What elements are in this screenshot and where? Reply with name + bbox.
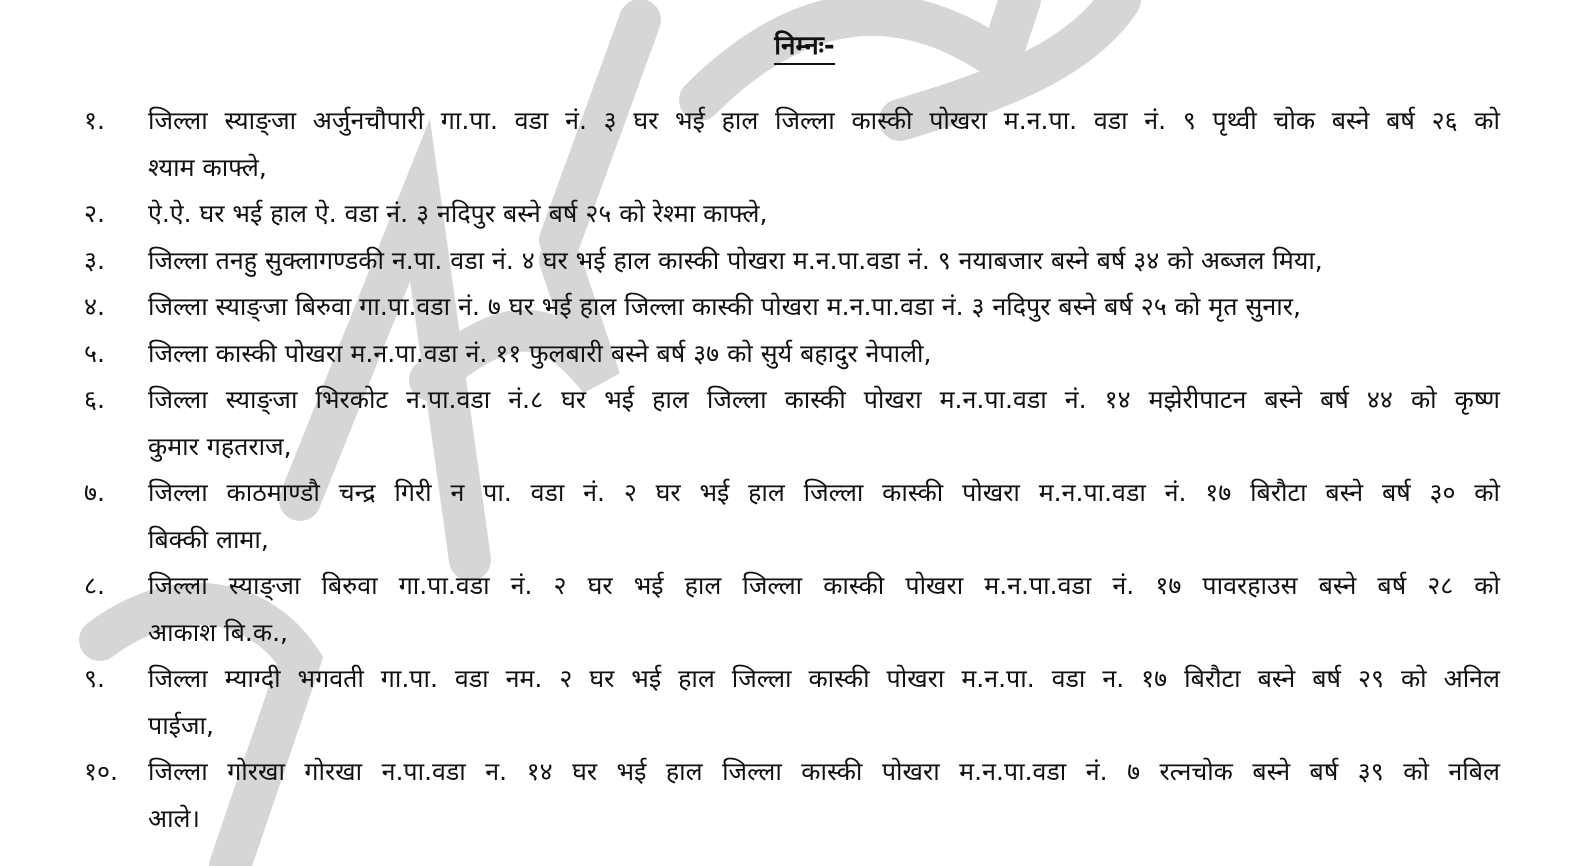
list-item	[84, 749, 1500, 842]
item-number: ५.	[84, 338, 105, 368]
item-text-line: आकाश बि.क.,	[148, 617, 288, 647]
list-item	[84, 284, 1500, 331]
item-text	[148, 656, 1500, 749]
item-text-line: जिल्ला स्याङ्जा बिरुवा गा.पा.वडा नं. ७ घर भई हाल जिल्ला कास्की पोखरा म.न.पा.वडा नं. ३ नदिपुर बस्ने बर्ष २५ को मृत सुनार,	[148, 292, 1301, 321]
item-text-line: ऐ.ऐ. घर भई हाल ऐ. वडा नं. ३ नदिपुर बस्ने बर्ष २५ को रेश्मा काफ्ले,	[148, 199, 768, 228]
list-item	[84, 377, 1500, 470]
item-text	[148, 191, 1500, 238]
list-item	[84, 98, 1500, 191]
item-text	[148, 238, 1500, 285]
item-text-line: जिल्ला तनहु सुक्लागण्डकी न.पा. वडा नं. ४ घर भई हाल कास्की पोखरा म.न.पा.वडा नं. ९ नयाबजार बस्ने बर्ष ३४ को अब्जल मिया,	[148, 245, 1323, 275]
item-text-line: कुमार गहतराज,	[148, 431, 292, 461]
item-text-line: जिल्ला कास्की पोखरा म.न.पा.वडा नं. ११ फुलबारी बस्ने बर्ष ३७ को सुर्य बहादुर नेपाली,	[148, 338, 932, 368]
item-text	[148, 377, 1500, 470]
item-text	[148, 98, 1500, 191]
person-list	[84, 98, 1500, 842]
list-item	[84, 191, 1500, 238]
list-item	[84, 238, 1500, 285]
item-text	[148, 749, 1500, 842]
item-number: ६.	[84, 385, 105, 414]
item-text	[148, 331, 1500, 378]
list-item	[84, 470, 1500, 563]
list-item	[84, 331, 1500, 378]
item-number: ८.	[84, 571, 105, 600]
item-number: ४.	[84, 292, 105, 321]
item-number: १०.	[84, 757, 118, 786]
item-text-line: श्याम काफ्ले,	[148, 152, 267, 182]
list-item	[84, 563, 1500, 656]
item-text	[148, 563, 1500, 656]
item-text-line: जिल्ला स्याङ्जा अर्जुनचौपारी गा.पा. वडा नं. ३ घर भई हाल जिल्ला कास्की पोखरा म.न.पा. वडा नं. ९ पृथ्वी चोक बस्ने बर्ष २६ को	[148, 106, 1500, 135]
item-text-line: जिल्ला स्याङ्जा भिरकोट न.पा.वडा नं.८ घर भई हाल जिल्ला कास्की पोखरा म.न.पा.वडा नं. १४ मझेरीपाटन बस्ने बर्ष ४४ को कृष्ण	[148, 385, 1500, 414]
item-text-line: बिक्की लामा,	[148, 524, 269, 554]
list-item	[84, 656, 1500, 749]
item-number: ९.	[84, 664, 105, 693]
item-number: १.	[84, 106, 105, 135]
item-text	[148, 284, 1500, 331]
item-text	[148, 470, 1500, 563]
item-text-line: जिल्ला म्याग्दी भगवती गा.पा. वडा नम. २ घर भई हाल जिल्ला कास्की पोखरा म.न.पा. वडा न. १७ बिरौटा बस्ने बर्ष २९ को अनिल	[148, 664, 1500, 693]
item-text-line: जिल्ला गोरखा गोरखा न.पा.वडा न. १४ घर भई हाल जिल्ला कास्की पोखरा म.न.पा.वडा नं. ७ रत्नचोक बस्ने बर्ष ३९ को नबिल	[148, 757, 1500, 786]
heading: निम्नः-	[0, 26, 1581, 62]
item-text-line: आले।	[148, 803, 200, 833]
item-number: २.	[84, 199, 105, 228]
item-number: ३.	[84, 245, 105, 275]
item-text-line: जिल्ला स्याङ्जा बिरुवा गा.पा.वडा नं. २ घर भई हाल जिल्ला कास्की पोखरा म.न.पा.वडा नं. १७ पावरहाउस बस्ने बर्ष २८ को	[148, 571, 1500, 600]
item-number: ७.	[84, 478, 105, 507]
item-text-line: जिल्ला काठमाण्डौ चन्द्र गिरी न पा. वडा नं. २ घर भई हाल जिल्ला कास्की पोखरा म.न.पा.वडा नं. १७ बिरौटा बस्ने बर्ष ३० को	[148, 478, 1500, 507]
item-text-line: पाईजा,	[148, 710, 214, 740]
